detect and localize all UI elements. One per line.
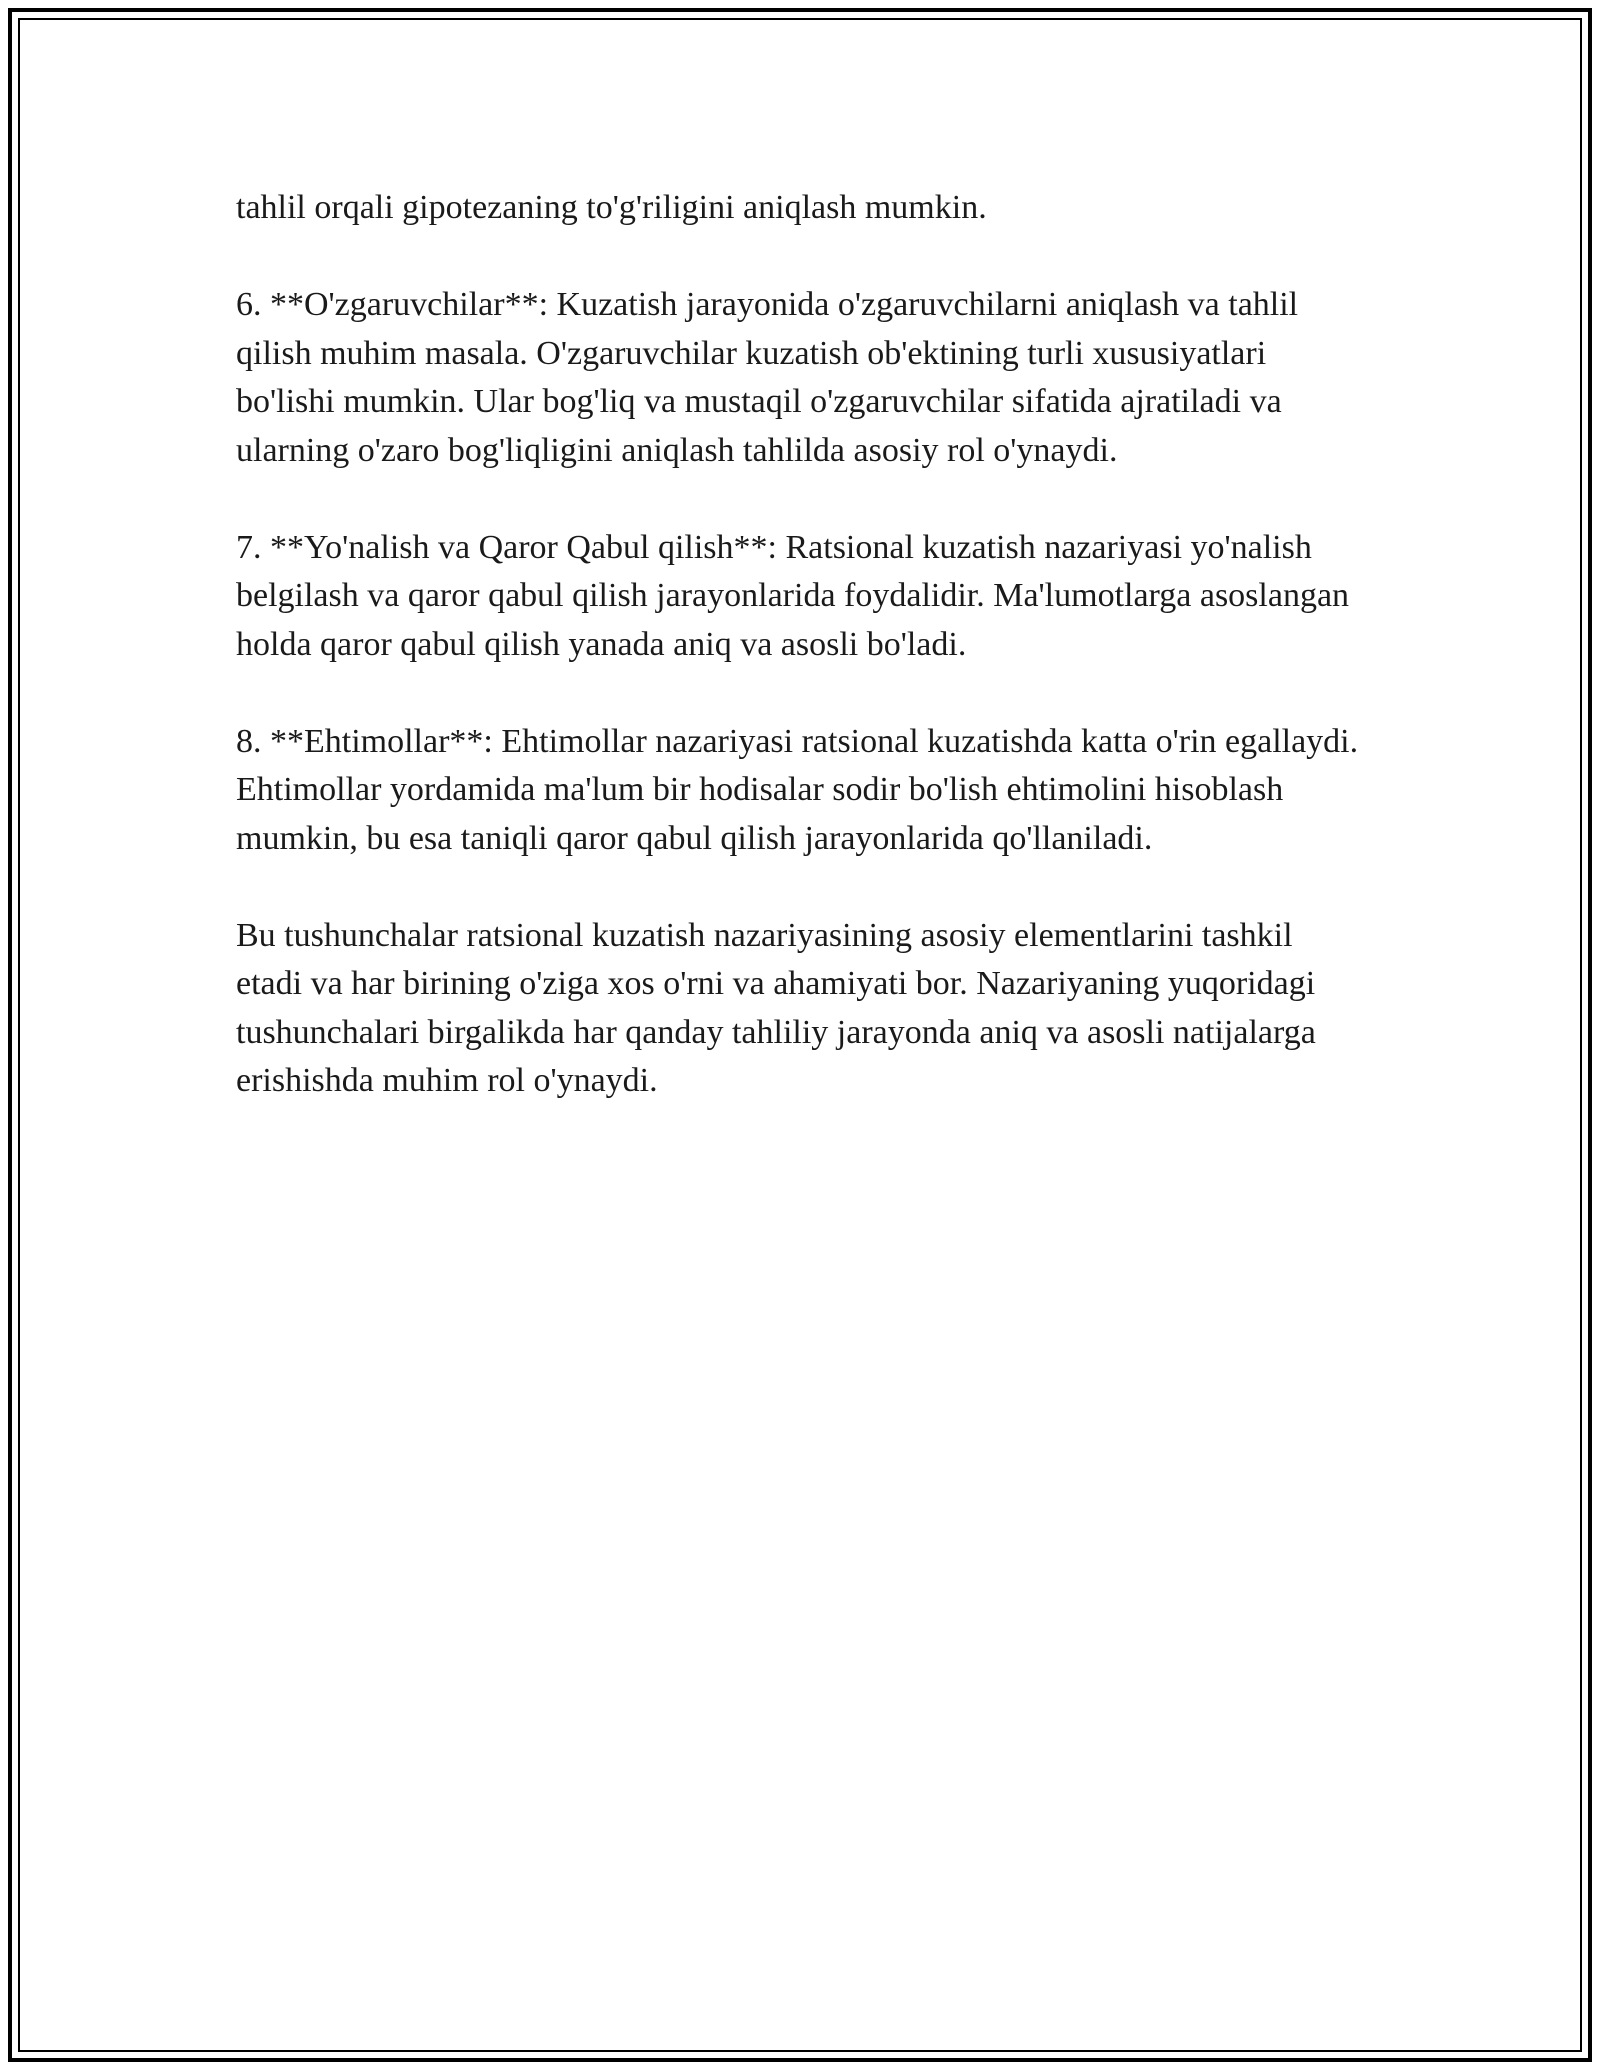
document-body bbox=[236, 184, 1366, 1106]
paragraph-conclusion: Bu tushunchalar ratsional kuzatish nazariyasining asosiy elementlarini tashkil etadi va har birining o'ziga xos o'rni va ahamiyati bor. Nazariyaning yuqoridagi tushunchalari birgalikda har qanday tahliliy jarayonda aniq va asosli natijalarga erishishda muhim rol o'ynaydi. bbox=[236, 916, 1316, 1099]
paragraph-item-7-decision-making: 7. **Yo'nalish va Qaror Qabul qilish**: Ratsional kuzatish nazariyasi yo'nalish belgilash va qaror qabul qilish jarayonlarida foydalidir. Ma'lumotlarga asoslangan holda qaror qabul qilish yanada aniq va asosli bo'ladi. bbox=[236, 528, 1350, 663]
paragraph-item-6-variables: 6. **O'zgaruvchilar**: Kuzatish jarayonida o'zgaruvchilarni aniqlash va tahlil qilish muhim masala. O'zgaruvchilar kuzatish ob'ektining turli xususiyatlari bo'lishi mumkin. Ular bog'liq va mustaqil o'zgaruvchilar sifatida ajratiladi va ularning o'zaro bog'liqligini aniqlash tahlilda asosiy rol o'ynaydi. bbox=[236, 286, 1299, 469]
paragraph-item-8-probabilities: 8. **Ehtimollar**: Ehtimollar nazariyasi ratsional kuzatishda katta o'rin egallaydi. Ehtimollar yordamida ma'lum bir hodisalar sodir bo'lish ehtimolini hisoblash mumkin, bu esa taniqli qaror qabul qilish jarayonlarida qo'llaniladi. bbox=[236, 722, 1359, 857]
paragraph-continuation: tahlil orqali gipotezaning to'g'riligini aniqlash mumkin. bbox=[236, 189, 987, 226]
